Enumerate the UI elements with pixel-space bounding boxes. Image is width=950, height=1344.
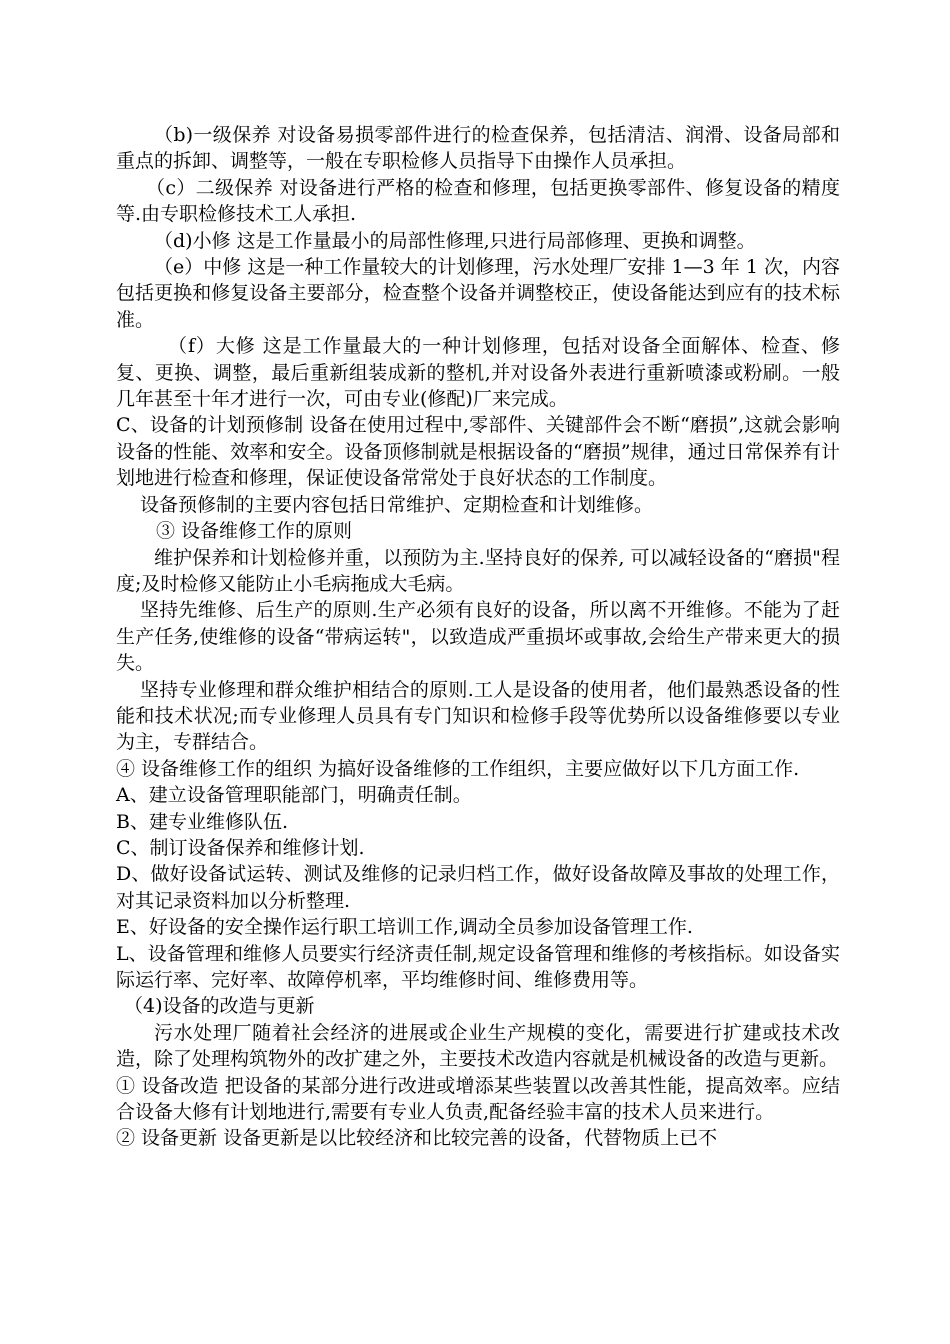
paragraph-first-level-maintenance: （b)一级保养 对设备易损零部件进行的检查保养，包括清洁、润滑、设备局部和重点的拆卸、调整等，一般在专职检修人员指导下由操作人员承担。: [116, 124, 840, 173]
heading-equipment-renewal: （4)设备的改造与更新: [124, 995, 315, 1018]
paragraph-equipment-modification: ① 设备改造 把设备的某部分进行改进或增添某些装置以改善其性能，提高效率。应结合设备大修有计划地进行,需要有专业人负责,配备经验丰富的技术人员来进行。: [116, 1074, 840, 1124]
paragraph-minor-repair: （d)小修 这是工作量最小的局部性修理,只进行局部修理、更换和调整。: [154, 229, 756, 252]
list-item-e: E、好设备的安全操作运行职工培训工作,调动全员参加设备管理工作.: [116, 916, 693, 939]
list-item-b: B、建专业维修队伍.: [116, 810, 289, 833]
heading-maintenance-principles: ③ 设备维修工作的原则: [156, 520, 353, 543]
paragraph-equipment-replacement: ② 设备更新 设备更新是以比较经济和比较完善的设备，代替物质上已不: [116, 1127, 718, 1150]
paragraph-major-repair: （f）大修 这是工作量最大的一种计划修理，包括对设备全面解体、检查、修复、更换、调整，最后重新组装成新的整机,并对设备外表进行重新喷漆或粉刷。一般几年甚至十年才进行一次，可由专业(修配)厂来完成。: [116, 335, 840, 411]
paragraph-principle-prevention: 维护保养和计划检修并重，以预防为主.坚持良好的保养, 可以减轻设备的“磨损"程度;及时检修又能防止小毛病拖成大毛病。: [116, 546, 840, 595]
paragraph-principle-professional: 坚持专业修理和群众维护相结合的原则.工人是设备的使用者，他们最熟悉设备的性能和技术状况;而专业修理人员具有专门知识和检修手段等优势所以设备维修要以专业为主，专群结合。: [116, 678, 840, 754]
document-page: [116, 122, 840, 1152]
list-item-a: A、建立设备管理职能部门，明确责任制。: [116, 784, 472, 807]
paragraph-renewal-intro: 污水处理厂随着社会经济的进展或企业生产规模的变化，需要进行扩建或技术改造，除了处理构筑物外的改扩建之外，主要技术改造内容就是机械设备的改造与更新。: [116, 1021, 840, 1071]
list-item-c: C、制订设备保养和维修计划.: [116, 836, 365, 859]
paragraph-maintenance-contents: 设备预修制的主要内容包括日常维护、定期检查和计划维修。: [140, 493, 654, 516]
paragraph-medium-repair: （e）中修 这是一种工作量较大的计划修理，污水处理厂安排 1—3 年 1 次，内容包括更换和修复设备主要部分，检查整个设备并调整校正，使设备能达到应有的技术标准。: [116, 256, 840, 331]
paragraph-principle-repair-first: 坚持先维修、后生产的原则.生产必须有良好的设备，所以离不开维修。不能为了赶生产任务,使维修的设备“带病运转"，以致造成严重损坏或事故,会给生产带来更大的损失。: [116, 599, 840, 675]
paragraph-planned-preventive-maintenance: C、设备的计划预修制 设备在使用过程中,零部件、关键部件会不断“磨损”,这就会影响设备的性能、效率和安全。设备顶修制就是根据设备的“磨损”规律，通过日常保养有计划地进行检查和修理，保证使设备常常处于良好状态的工作制度。: [116, 414, 840, 490]
list-item-d: D、做好设备试运转、测试及维修的记录归档工作，做好设备故障及事故的处理工作，对其记录资料加以分析整理.: [116, 863, 840, 912]
list-item-l: L、设备管理和维修人员要实行经济责任制,规定设备管理和维修的考核指标。如设备实际运行率、完好率、故障停机率，平均维修时间、维修费用等。: [116, 942, 840, 991]
heading-maintenance-organization: ④ 设备维修工作的组织 为搞好设备维修的工作组织，主要应做好以下几方面工作.: [116, 757, 800, 780]
paragraph-second-level-maintenance: （c）二级保养 对设备进行严格的检查和修理，包括更换零部件、修复设备的精度等.由专职检修技术工人承担.: [116, 176, 840, 226]
